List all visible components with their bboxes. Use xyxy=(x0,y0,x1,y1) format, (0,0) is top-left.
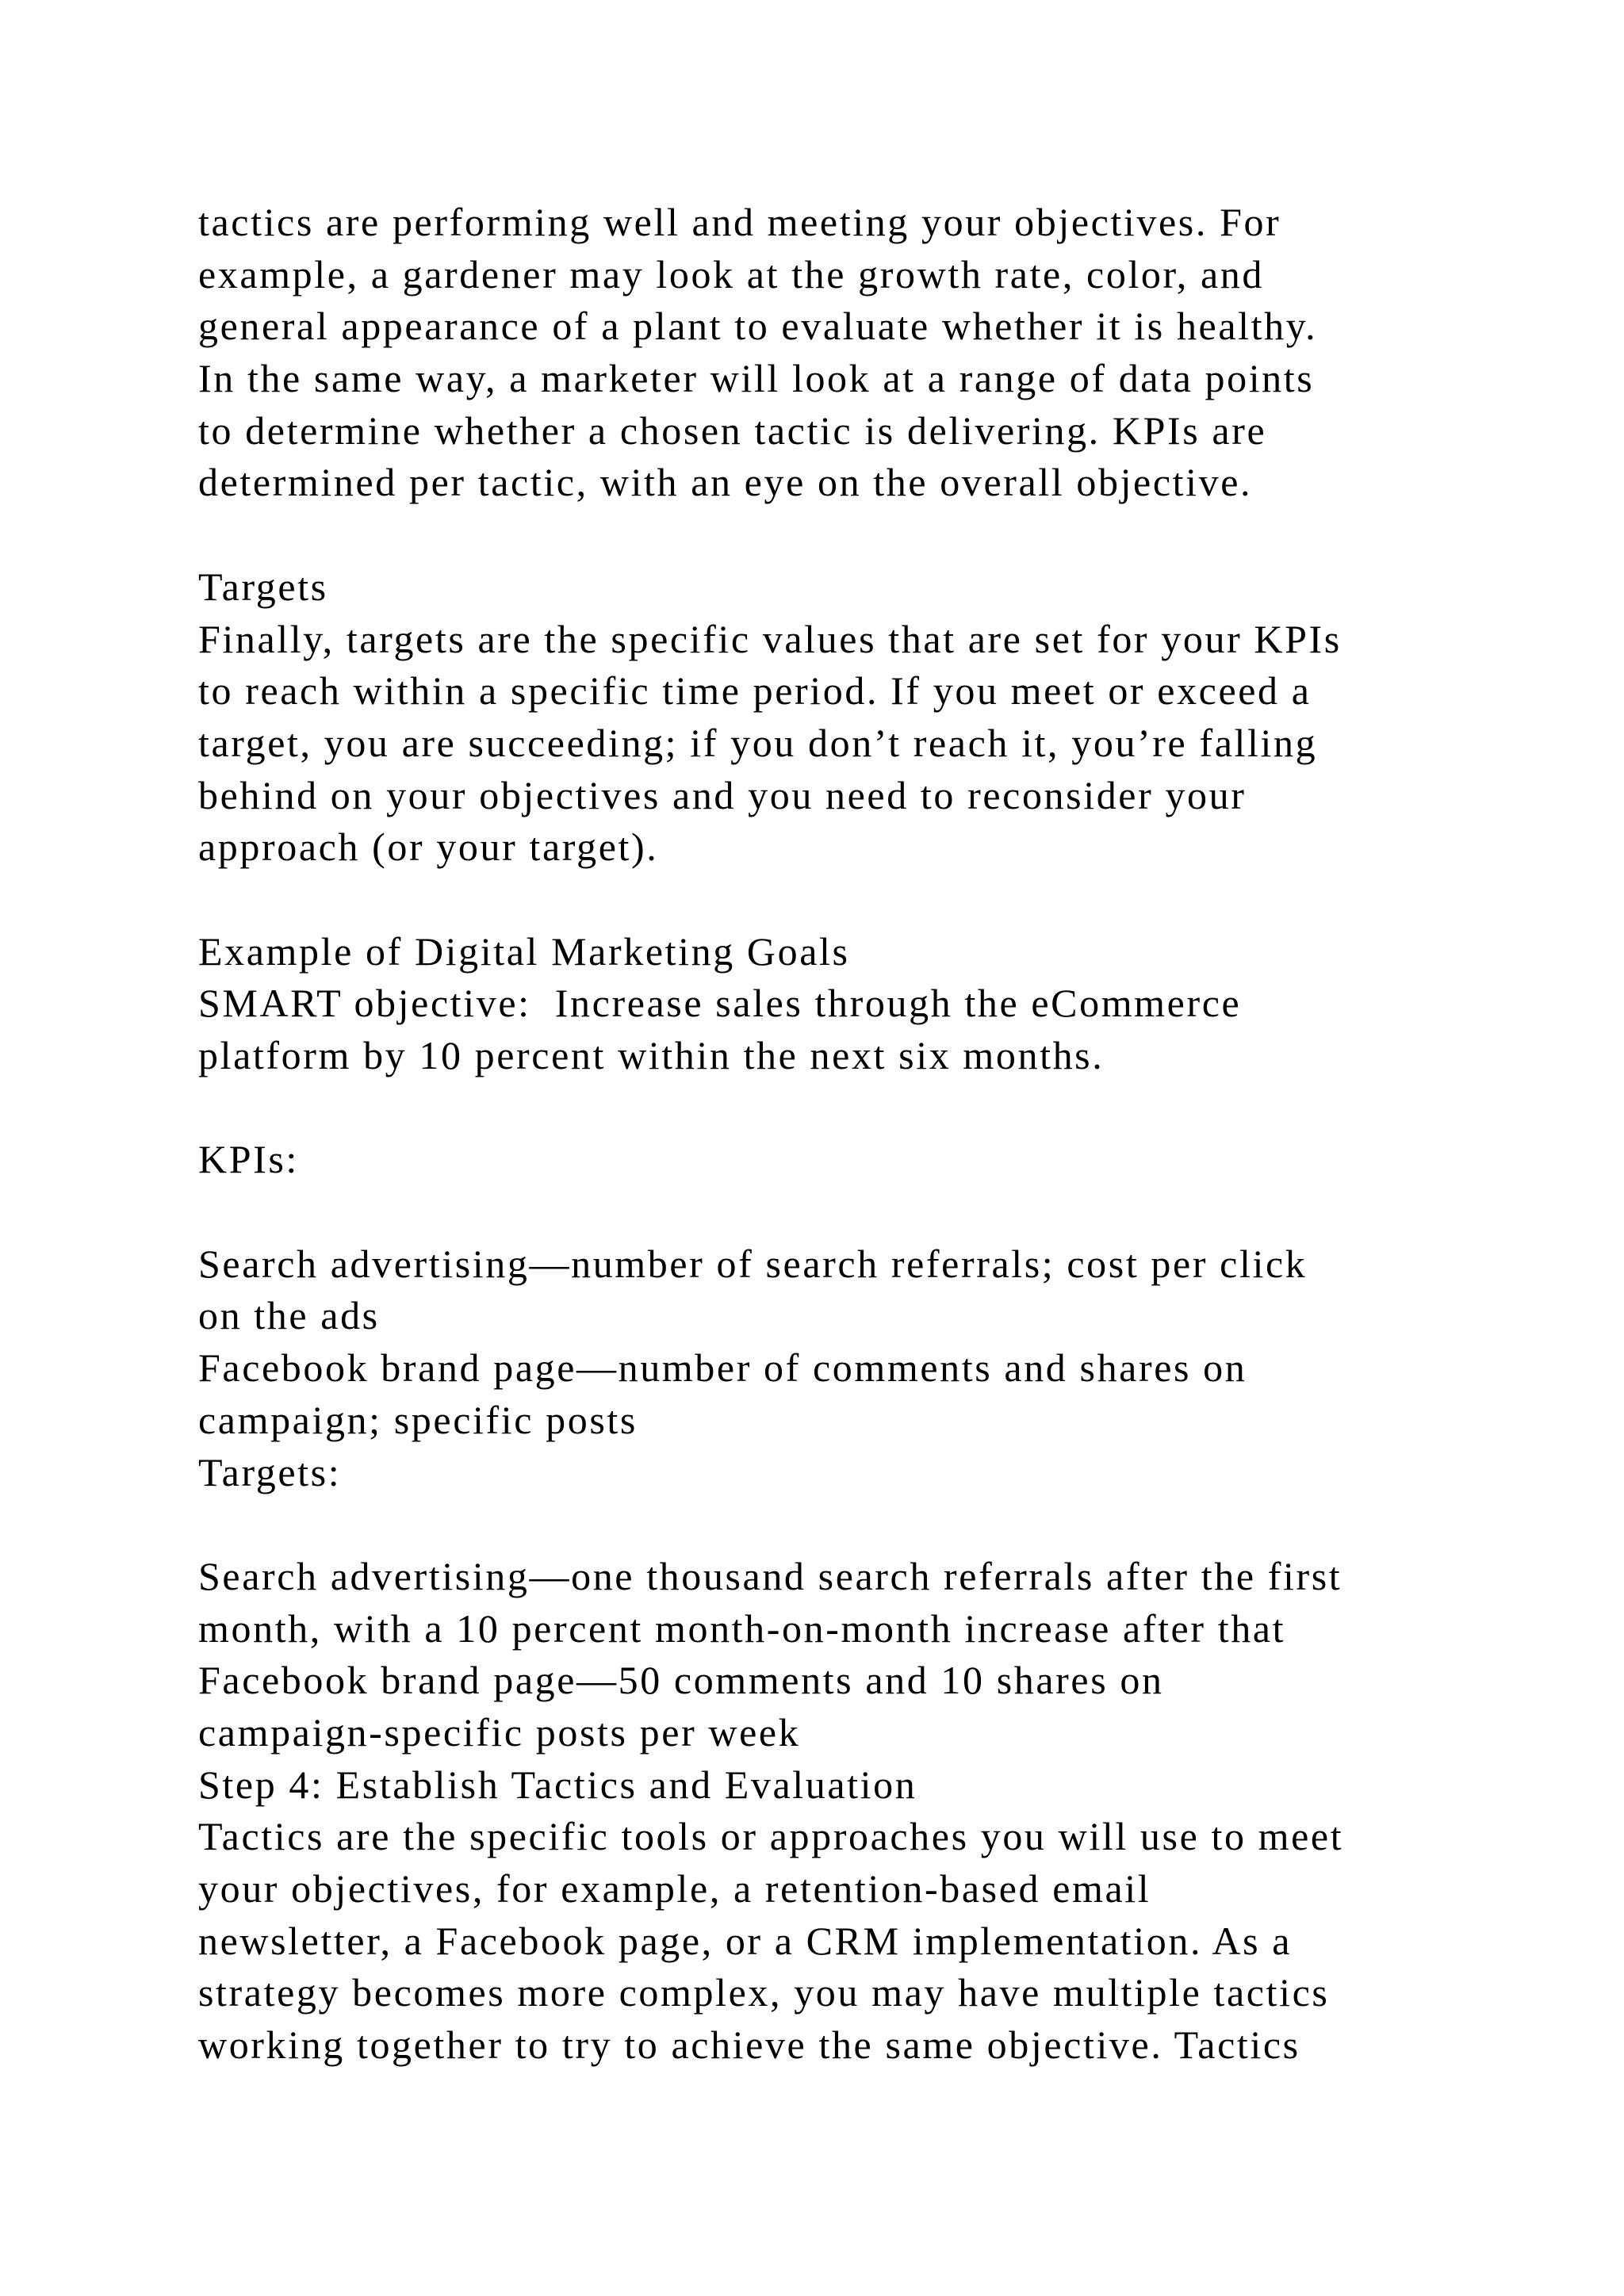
text-line: Finally, targets are the specific values that are set for your KPIs xyxy=(198,616,1342,661)
step-4-heading: Step 4: Establish Tactics and Evaluation xyxy=(198,1762,917,1807)
kpis-heading: KPIs: xyxy=(198,1137,299,1182)
text-line: Search advertising—number of search referrals; cost per click xyxy=(198,1241,1308,1286)
blank-line xyxy=(198,509,1546,561)
blank-line xyxy=(198,1186,1546,1238)
blank-line xyxy=(198,1082,1546,1135)
section-heading-targets: Targets xyxy=(198,564,328,609)
text-line: Facebook brand page—50 comments and 10 shares on xyxy=(198,1658,1164,1703)
text-line: working together to try to achieve the same objective. Tactics xyxy=(198,2022,1300,2068)
text-line: to reach within a specific time period. If you meet or exceed a xyxy=(198,668,1312,714)
text-line: to determine whether a chosen tactic is delivering. KPIs are xyxy=(198,408,1267,453)
text-line: example, a gardener may look at the growth rate, color, and xyxy=(198,251,1264,297)
text-line: approach (or your target). xyxy=(198,825,659,870)
text-line: SMART objective: Increase sales through the eCommerce xyxy=(198,981,1242,1026)
blank-line xyxy=(198,1498,1546,1551)
text-line: campaign-specific posts per week xyxy=(198,1709,801,1755)
text-line: campaign; specific posts xyxy=(198,1397,638,1442)
text-line: behind on your objectives and you need to reconsider your xyxy=(198,772,1247,817)
text-line: month, with a 10 percent month-on-month increase after that xyxy=(198,1605,1286,1651)
text-line: platform by 10 percent within the next six months. xyxy=(198,1033,1105,1077)
text-line: general appearance of a plant to evaluate whether it is healthy. xyxy=(198,304,1318,349)
text-line: your objectives, for example, a retention-based email xyxy=(198,1866,1151,1911)
text-line: strategy becomes more complex, you may have multiple tactics xyxy=(198,1970,1330,2015)
text-line: Tactics are the specific tools or approaches you will use to meet xyxy=(198,1814,1344,1859)
text-line: In the same way, a marketer will look at a range of data points xyxy=(198,356,1315,401)
text-line: on the ads xyxy=(198,1293,380,1338)
text-line: newsletter, a Facebook page, or a CRM implementation. As a xyxy=(198,1918,1293,1963)
text-line: tactics are performing well and meeting your objectives. For xyxy=(198,200,1281,244)
text-line: determined per tactic, with an eye on the overall objective. xyxy=(198,460,1253,505)
text-line: Facebook brand page—number of comments and shares on xyxy=(198,1345,1247,1391)
targets-heading: Targets: xyxy=(198,1449,342,1494)
document-text xyxy=(198,197,1546,2072)
text-line: Search advertising—one thousand search referrals after the first xyxy=(198,1553,1342,1598)
section-heading-example: Example of Digital Marketing Goals xyxy=(198,928,850,974)
text-line: target, you are succeeding; if you don’t reach it, you’re falling xyxy=(198,720,1318,765)
blank-line xyxy=(198,874,1546,926)
